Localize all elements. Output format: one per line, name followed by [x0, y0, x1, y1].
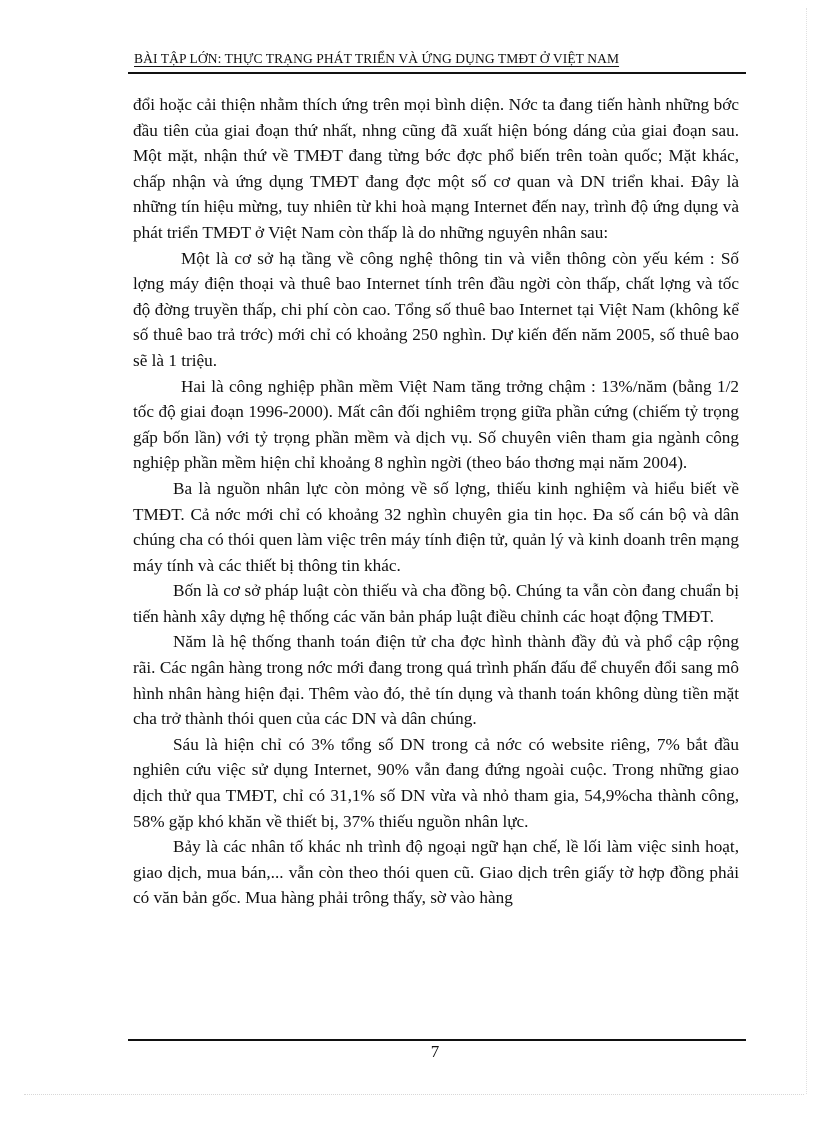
page-bottom-edge	[24, 1094, 804, 1095]
paragraph-reason-7: Bảy là các nhân tố khác nh trình độ ngoại ngữ hạn chế, lề lối làm việc sinh hoạt, giao dịch, mua bán,... vẫn còn theo thói quen cũ. Giao dịch trên giấy tờ hợp đồng phải có văn bản gốc. Mua hàng phải trông thấy, sờ vào hàng	[133, 837, 739, 908]
paragraph-reason-2: Hai là công nghiệp phần mềm Việt Nam tăng trởng chậm : 13%/năm (bằng 1/2 tốc độ giai đoạn 1996-2000). Mất cân đối nghiêm trọng giữa phần cứng (chiếm tỷ trọng gấp bốn lần) với tỷ trọng phần mềm và dịch vụ. Số chuyên viên tham gia ngành công nghiệp phần mềm hiện chỉ khoảng 8 nghìn ngời (theo báo thơng mại năm 2004).	[133, 376, 739, 473]
paragraph-continuation: đổi hoặc cải thiện nhằm thích ứng trên mọi bình diện. Nớc ta đang tiến hành những bớc đầu tiên của giai đoạn thứ nhất, nhng cũng đã xuất hiện bóng dáng của giai đoạn sau. Một mặt, nhận thứ về TMĐT đang từng bớc đợc phổ biến trên toàn quốc; Mặt khác, chấp nhận và ứng dụng TMĐT đang đợc một số cơ quan và DN triển khai. Đây là những tín hiệu mừng, tuy nhiên từ khi hoà mạng Internet đến nay, trình độ ứng dụng và phát triển TMĐT ở Việt Nam còn thấp là do những nguyên nhân sau:	[133, 95, 739, 242]
footer-rule	[128, 1039, 746, 1041]
header-title: BÀI TẬP LỚN: THỰC TRẠNG PHÁT TRIỂN VÀ ỨNG DỤNG TMĐT Ở VIỆT NAM	[134, 51, 620, 66]
paragraph-reason-5: Năm là hệ thống thanh toán điện tử cha đợc hình thành đầy đủ và phổ cập rộng rãi. Các ngân hàng trong nớc mới đang trong quá trình phấn đấu để chuyển đổi sang mô hình nhân hàng hiện đại. Thêm vào đó, thẻ tín dụng và thanh toán không dùng tiền mặt cha trở thành thói quen của các DN và dân chúng.	[133, 632, 739, 729]
page-right-edge	[806, 8, 807, 1094]
paragraph-reason-4: Bốn là cơ sở pháp luật còn thiếu và cha đồng bộ. Chúng ta vẫn còn đang chuẩn bị tiến hành xây dựng hệ thống các văn bản pháp luật điều chỉnh các hoạt động TMĐT.	[133, 581, 739, 626]
paragraph-reason-1: Một là cơ sở hạ tầng về công nghệ thông tin và viễn thông còn yếu kém : Số lợng máy điện thoại và thuê bao Internet tính trên đầu ngời còn thấp, chất lợng và tốc độ đờng truyền thấp, chi phí còn cao. Tổng số thuê bao Internet tại Việt Nam (không kể số thuê bao trả trớc) mới chỉ có khoảng 250 nghìn. Dự kiến đến năm 2005, số thuê bao sẽ là 1 triệu.	[133, 248, 739, 370]
paragraph-reason-6: Sáu là hiện chỉ có 3% tổng số DN trong cả nớc có website riêng, 7% bắt đầu nghiên cứu việc sử dụng Internet, 90% vẫn đang đứng ngoài cuộc. Trong những giao dịch thử qua TMĐT, chỉ có 31,1% số DN vừa và nhỏ tham gia, 54,9%cha thành công, 58% gặp khó khăn về thiết bị, 37% thiếu nguồn nhân lực.	[133, 734, 739, 831]
page-number: 7	[430, 1042, 440, 1061]
body-text	[133, 92, 739, 911]
paragraph-reason-3: Ba là nguồn nhân lực còn mỏng về số lợng, thiếu kinh nghiệm và hiểu biết về TMĐT. Cả nớc mới chỉ có khoảng 32 nghìn chuyên gia tin học. Đa số cán bộ và dân chúng cha có thói quen làm việc trên máy tính điện tử, quản lý và kinh doanh trên mạng máy tính và các thiết bị thông tin khác.	[133, 478, 739, 575]
running-header	[128, 50, 746, 74]
